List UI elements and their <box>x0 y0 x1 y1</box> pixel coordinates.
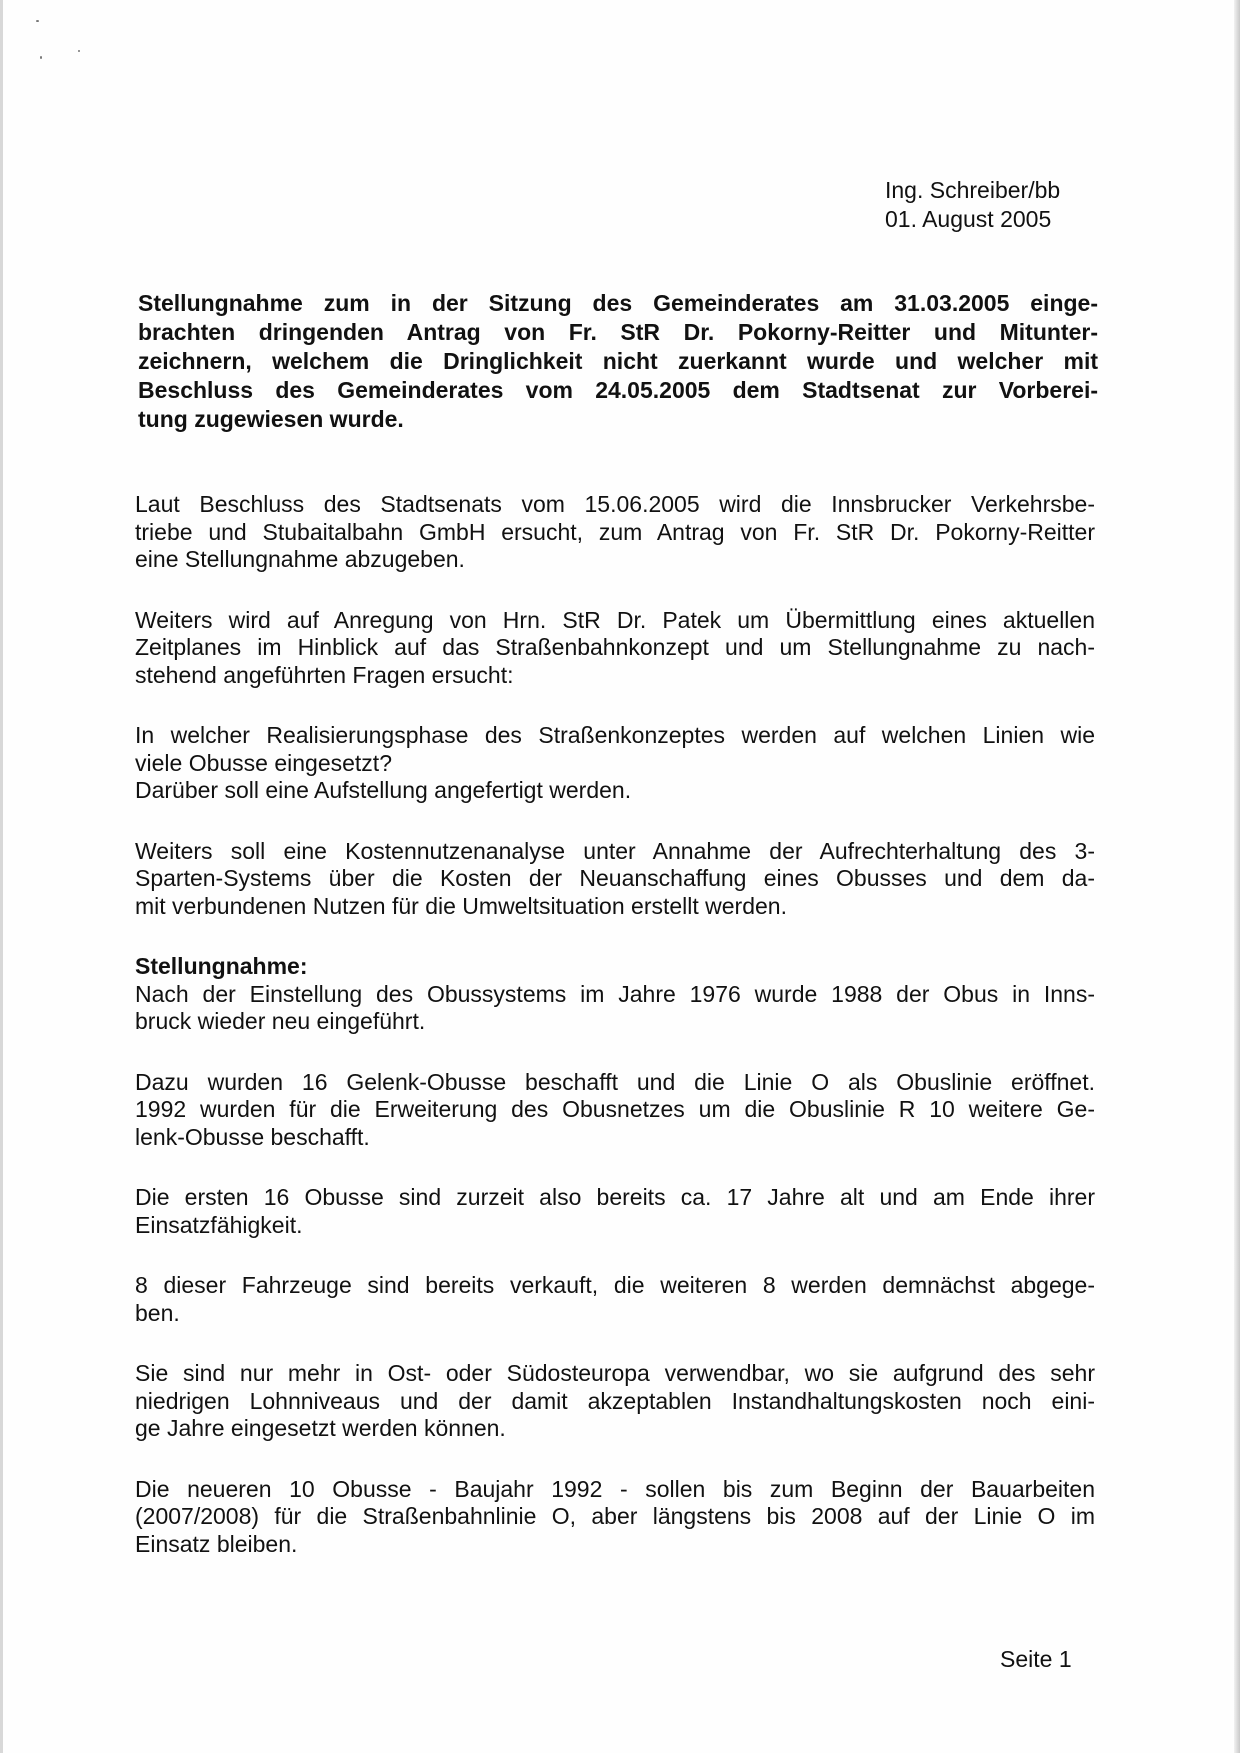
text-line: niedrigen Lohnniveaus und der damit akzeptablen Instandhaltungskosten noch eini- <box>135 1387 1095 1414</box>
text-line: (2007/2008) für die Straßenbahnlinie O, aber längstens bis 2008 auf der Linie O im <box>135 1503 1095 1529</box>
text-line: In welcher Realisierungsphase des Straßenkonzeptes werden auf welchen Linien wie <box>135 722 1095 748</box>
subject-block <box>138 289 1098 434</box>
scan-edge-left <box>0 0 3 1753</box>
text-line: Sie sind nur mehr in Ost- oder Südosteuropa verwendbar, wo sie aufgrund des sehr <box>135 1360 1095 1386</box>
subject-line: brachten dringenden Antrag von Fr. StR Dr. Pokorny-Reitter und Mitunter- <box>138 319 1098 345</box>
subject-line: Beschluss des Gemeinderates vom 24.05.2005 dem Stadtsenat zur Vorberei- <box>138 377 1098 403</box>
text-line: Weiters soll eine Kostennutzenanalyse unter Annahme der Aufrechterhaltung des 3- <box>135 837 1095 864</box>
subject-line: zeichnern, welchem die Dringlichkeit nicht zuerkannt wurde und welcher mit <box>138 348 1098 374</box>
author-line: Ing. Schreiber/bb <box>885 177 1061 203</box>
text-line: triebe und Stubaitalbahn GmbH ersucht, zum Antrag von Fr. StR Dr. Pokorny-Reitter <box>135 518 1095 545</box>
text-line: Darüber soll eine Aufstellung angefertigt werden. <box>135 777 632 803</box>
text-line: eine Stellungnahme abzugeben. <box>135 546 465 572</box>
text-line: lenk-Obusse beschafft. <box>135 1123 370 1150</box>
subject-line: tung zugewiesen wurde. <box>138 406 404 432</box>
paragraph-usage <box>135 1360 1095 1443</box>
section-heading: Stellungnahme: <box>135 953 308 979</box>
text-line: viele Obusse eingesetzt? <box>135 749 392 776</box>
letter-header <box>885 176 1060 234</box>
scan-speck <box>78 50 80 52</box>
date-line: 01. August 2005 <box>885 206 1052 232</box>
paragraph-request <box>135 491 1095 574</box>
subject-line: Stellungnahme zum in der Sitzung des Gemeinderates am 31.03.2005 einge- <box>138 290 1098 316</box>
scan-speck <box>36 20 39 22</box>
letter-body <box>135 491 1095 1591</box>
text-line: ge Jahre eingesetzt werden können. <box>135 1415 506 1441</box>
paragraph-statement <box>135 953 1095 1036</box>
text-line: bruck wieder neu eingeführt. <box>135 1008 426 1034</box>
paragraph-age <box>135 1184 1095 1239</box>
paragraph-sold <box>135 1272 1095 1327</box>
text-line: Die ersten 16 Obusse sind zurzeit also bereits ca. 17 Jahre alt und am Ende ihrer <box>135 1184 1095 1210</box>
paragraph-cost-analysis <box>135 838 1095 921</box>
text-line: Die neueren 10 Obusse - Baujahr 1992 - sollen bis zum Beginn der Bauarbeiten <box>135 1475 1095 1502</box>
scan-speck <box>40 56 42 59</box>
text-line: Einsatz bleiben. <box>135 1530 298 1557</box>
text-line: Weiters wird auf Anregung von Hrn. StR Dr. Patek um Übermittlung eines aktuellen <box>135 606 1095 633</box>
text-line: ben. <box>135 1299 180 1326</box>
paragraph-question <box>135 722 1095 805</box>
text-line: stehend angeführten Fragen ersucht: <box>135 661 514 688</box>
scan-edge-right <box>1234 0 1240 1753</box>
text-line: 8 dieser Fahrzeuge sind bereits verkauft, die weiteren 8 werden demnächst abgege- <box>135 1272 1095 1298</box>
text-line: Dazu wurden 16 Gelenk-Obusse beschafft und die Linie O als Obuslinie eröffnet. <box>135 1068 1095 1095</box>
text-line: Einsatzfähigkeit. <box>135 1211 303 1238</box>
paragraph-fleet <box>135 1069 1095 1152</box>
paragraph-timeline <box>135 607 1095 690</box>
text-line: Zeitplanes im Hinblick auf das Straßenbahnkonzept und um Stellungnahme zu nach- <box>135 634 1095 660</box>
text-line: Laut Beschluss des Stadtsenats vom 15.06.2005 wird die Innsbrucker Verkehrsbe- <box>135 491 1095 517</box>
text-line: 1992 wurden für die Erweiterung des Obusnetzes um die Obuslinie R 10 weitere Ge- <box>135 1096 1095 1122</box>
text-line: mit verbundenen Nutzen für die Umweltsituation erstellt werden. <box>135 892 787 919</box>
text-line: Sparten-Systems über die Kosten der Neuanschaffung eines Obusses und dem da- <box>135 865 1095 891</box>
text-line: Nach der Einstellung des Obussystems im Jahre 1976 wurde 1988 der Obus in Inns- <box>135 980 1095 1007</box>
page-number: Seite 1 <box>1000 1646 1072 1672</box>
paragraph-newer-buses <box>135 1476 1095 1559</box>
